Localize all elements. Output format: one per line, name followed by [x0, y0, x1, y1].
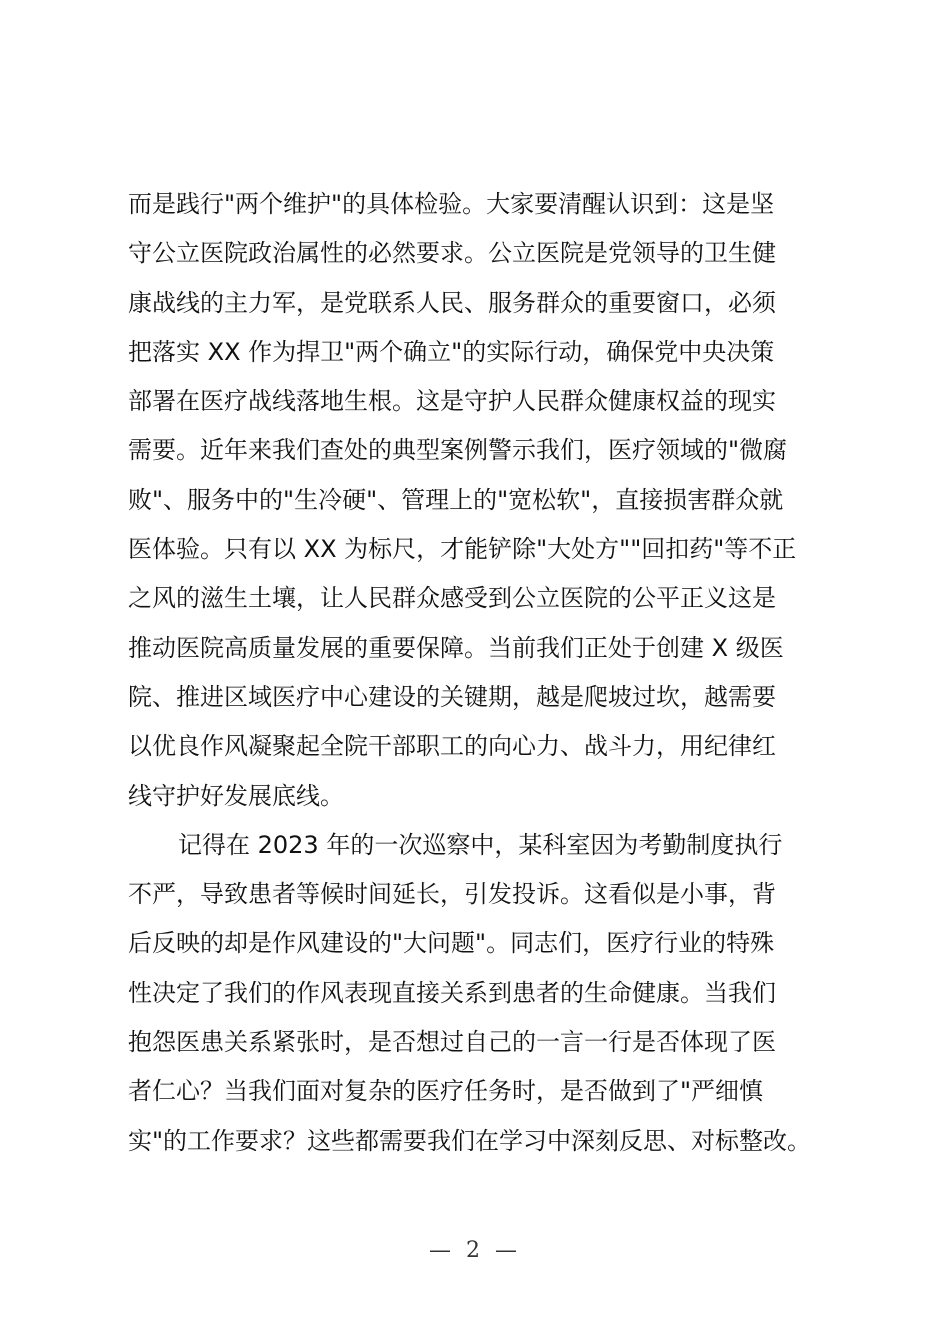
text-line: 把落实 XX 作为捍卫"两个确立"的实际行动，确保党中央决策: [128, 337, 775, 366]
text-line: 守公立医院政治属性的必然要求。公立医院是党领导的卫生健: [128, 239, 776, 268]
text-line: 康战线的主力军，是党联系人民、服务群众的重要窗口，必须: [128, 288, 776, 317]
text-line: 实"的工作要求？这些都需要我们在学习中深刻反思、对标整改。: [128, 1126, 812, 1155]
text-line: 败"、服务中的"生冷硬"、管理上的"宽松软"，直接损害群众就: [128, 485, 784, 514]
page-number: — 2 —: [429, 1238, 521, 1263]
text-line: 以优良作风凝聚起全院干部职工的向心力、战斗力，用纪律红: [128, 732, 776, 761]
text-line: 性决定了我们的作风表现直接关系到患者的生命健康。当我们: [128, 978, 776, 1007]
body-text: [128, 180, 840, 1166]
text-line: 部署在医疗战线落地生根。这是守护人民群众健康权益的现实: [128, 387, 776, 416]
text-line: 不严，导致患者等候时间延长，引发投诉。这看似是小事，背: [128, 880, 776, 909]
text-line: 院、推进区域医疗中心建设的关键期，越是爬坡过坎，越需要: [128, 682, 776, 711]
text-line: 而是践行"两个维护"的具体检验。大家要清醒认识到：这是坚: [128, 190, 775, 218]
text-line: 需要。近年来我们查处的典型案例警示我们，医疗领域的"微腐: [128, 436, 788, 465]
text-line: 后反映的却是作风建设的"大问题"。同志们，医疗行业的特殊: [128, 929, 775, 958]
text-line: 者仁心？当我们面对复杂的医疗任务时，是否做到了"严细慎: [128, 1077, 764, 1106]
text-line: 之风的滋生土壤，让人民群众感受到公立医院的公平正义这是: [128, 584, 776, 613]
text-line: 抱怨医患关系紧张时，是否想过自己的一言一行是否体现了医: [128, 1028, 776, 1057]
text-line: 医体验。只有以 XX 为标尺，才能铲除"大处方""回扣药"等不正: [128, 535, 797, 564]
text-line: 线守护好发展底线。: [128, 781, 344, 810]
text-line: 推动医院高质量发展的重要保障。当前我们正处于创建 X 级医: [128, 633, 784, 662]
paragraph-start-line: 记得在 2023 年的一次巡察中，某科室因为考勤制度执行: [178, 830, 783, 859]
